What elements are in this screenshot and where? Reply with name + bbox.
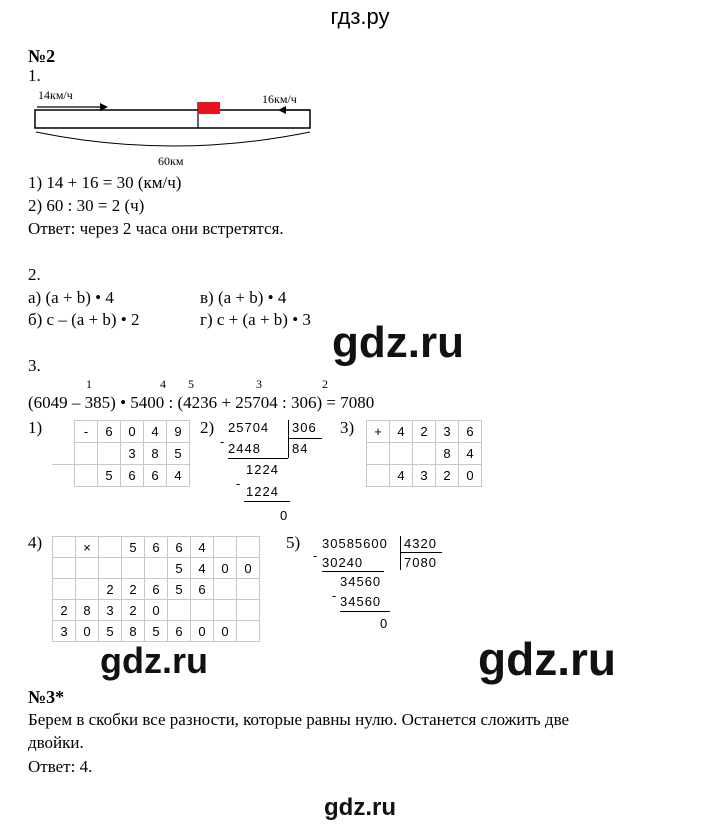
calc5-sub1: 30240: [322, 555, 364, 570]
calc4-grid: × 5 6 6 4 5 4 0 0 2 2 6 5 6 2 8 3 2 0 3 0 5 8 5 6 0 0: [52, 536, 260, 642]
calc-label: 5): [286, 533, 301, 552]
task3-text-line2: двойки.: [28, 733, 84, 752]
calc5-divisor: 4320: [404, 536, 437, 551]
order-mark: 3: [256, 377, 262, 391]
calc3-sign: +: [367, 421, 390, 443]
site-header: гдз.ру: [330, 4, 390, 29]
calc2-divisor: 306: [292, 420, 317, 435]
calc-label: 2): [200, 418, 215, 437]
task2-title: №2: [28, 46, 56, 66]
calc1-grid: - 6 0 4 9 3 8 5 5 6 6 4: [52, 420, 190, 487]
order-mark: 4: [160, 377, 166, 391]
road-rect: [35, 110, 310, 128]
distance-arc: [36, 132, 310, 146]
watermark: gdz.ru: [332, 318, 464, 367]
problem3-number: 3.: [28, 356, 41, 375]
calc5-sub2: 34560: [340, 594, 382, 609]
problem1-number: 1.: [28, 66, 41, 85]
calc5-rem1: 34560: [340, 574, 382, 589]
p2-a: а) (a + b) • 4: [28, 288, 114, 307]
distance-label: 60км: [158, 154, 184, 168]
calc5-quotient: 7080: [404, 555, 437, 570]
task3-text-line1: Берем в скобки все разности, которые равны нулю. Останется сложить две: [28, 710, 570, 729]
calc2-rem1: 1224: [246, 462, 279, 477]
order-mark: 1: [86, 377, 92, 391]
order-mark: 5: [188, 377, 194, 391]
watermark: gdz.ru: [324, 794, 396, 821]
calc2-sub2: 1224: [246, 484, 279, 499]
calc-label: 1): [28, 418, 43, 437]
watermark: gdz.ru: [100, 640, 208, 681]
p3-expression: (6049 – 385) • 5400 : (4236 + 25704 : 306) = 7080: [28, 393, 375, 412]
p1-step1: 1) 14 + 16 = 30 (км/ч): [28, 173, 182, 192]
p1-step2: 2) 60 : 30 = 2 (ч): [28, 196, 145, 215]
order-mark: 2: [322, 377, 328, 391]
calc2-sub1: 2448: [228, 441, 261, 456]
calc3-grid: + 4 2 3 6 8 4 4 3 2 0: [366, 420, 482, 487]
task3-answer: Ответ: 4.: [28, 757, 93, 776]
speed-right-label: 16км/ч: [262, 92, 297, 106]
flag-icon: [198, 102, 220, 114]
watermark: gdz.ru: [478, 633, 616, 685]
task3-title: №3*: [28, 687, 65, 707]
calc-label: 4): [28, 533, 43, 552]
calc2-quotient: 84: [292, 441, 309, 456]
calc2-dividend: 25704: [228, 420, 270, 435]
calc5-dividend: 30585600: [322, 536, 388, 551]
calc1-sign: -: [75, 421, 98, 443]
p2-v: в) (a + b) • 4: [200, 288, 287, 307]
p1-answer: Ответ: через 2 часа они встретятся.: [28, 219, 284, 238]
calc4-sign: ×: [76, 537, 99, 558]
calc-label: 3): [340, 418, 355, 437]
speed-left-label: 14км/ч: [38, 88, 73, 102]
calc5-rem2: 0: [380, 616, 389, 631]
calc2-rem2: 0: [280, 508, 289, 523]
p2-b: б) c – (a + b) • 2: [28, 310, 140, 329]
p2-g: г) c + (a + b) • 3: [200, 310, 311, 329]
problem2-number: 2.: [28, 265, 41, 284]
